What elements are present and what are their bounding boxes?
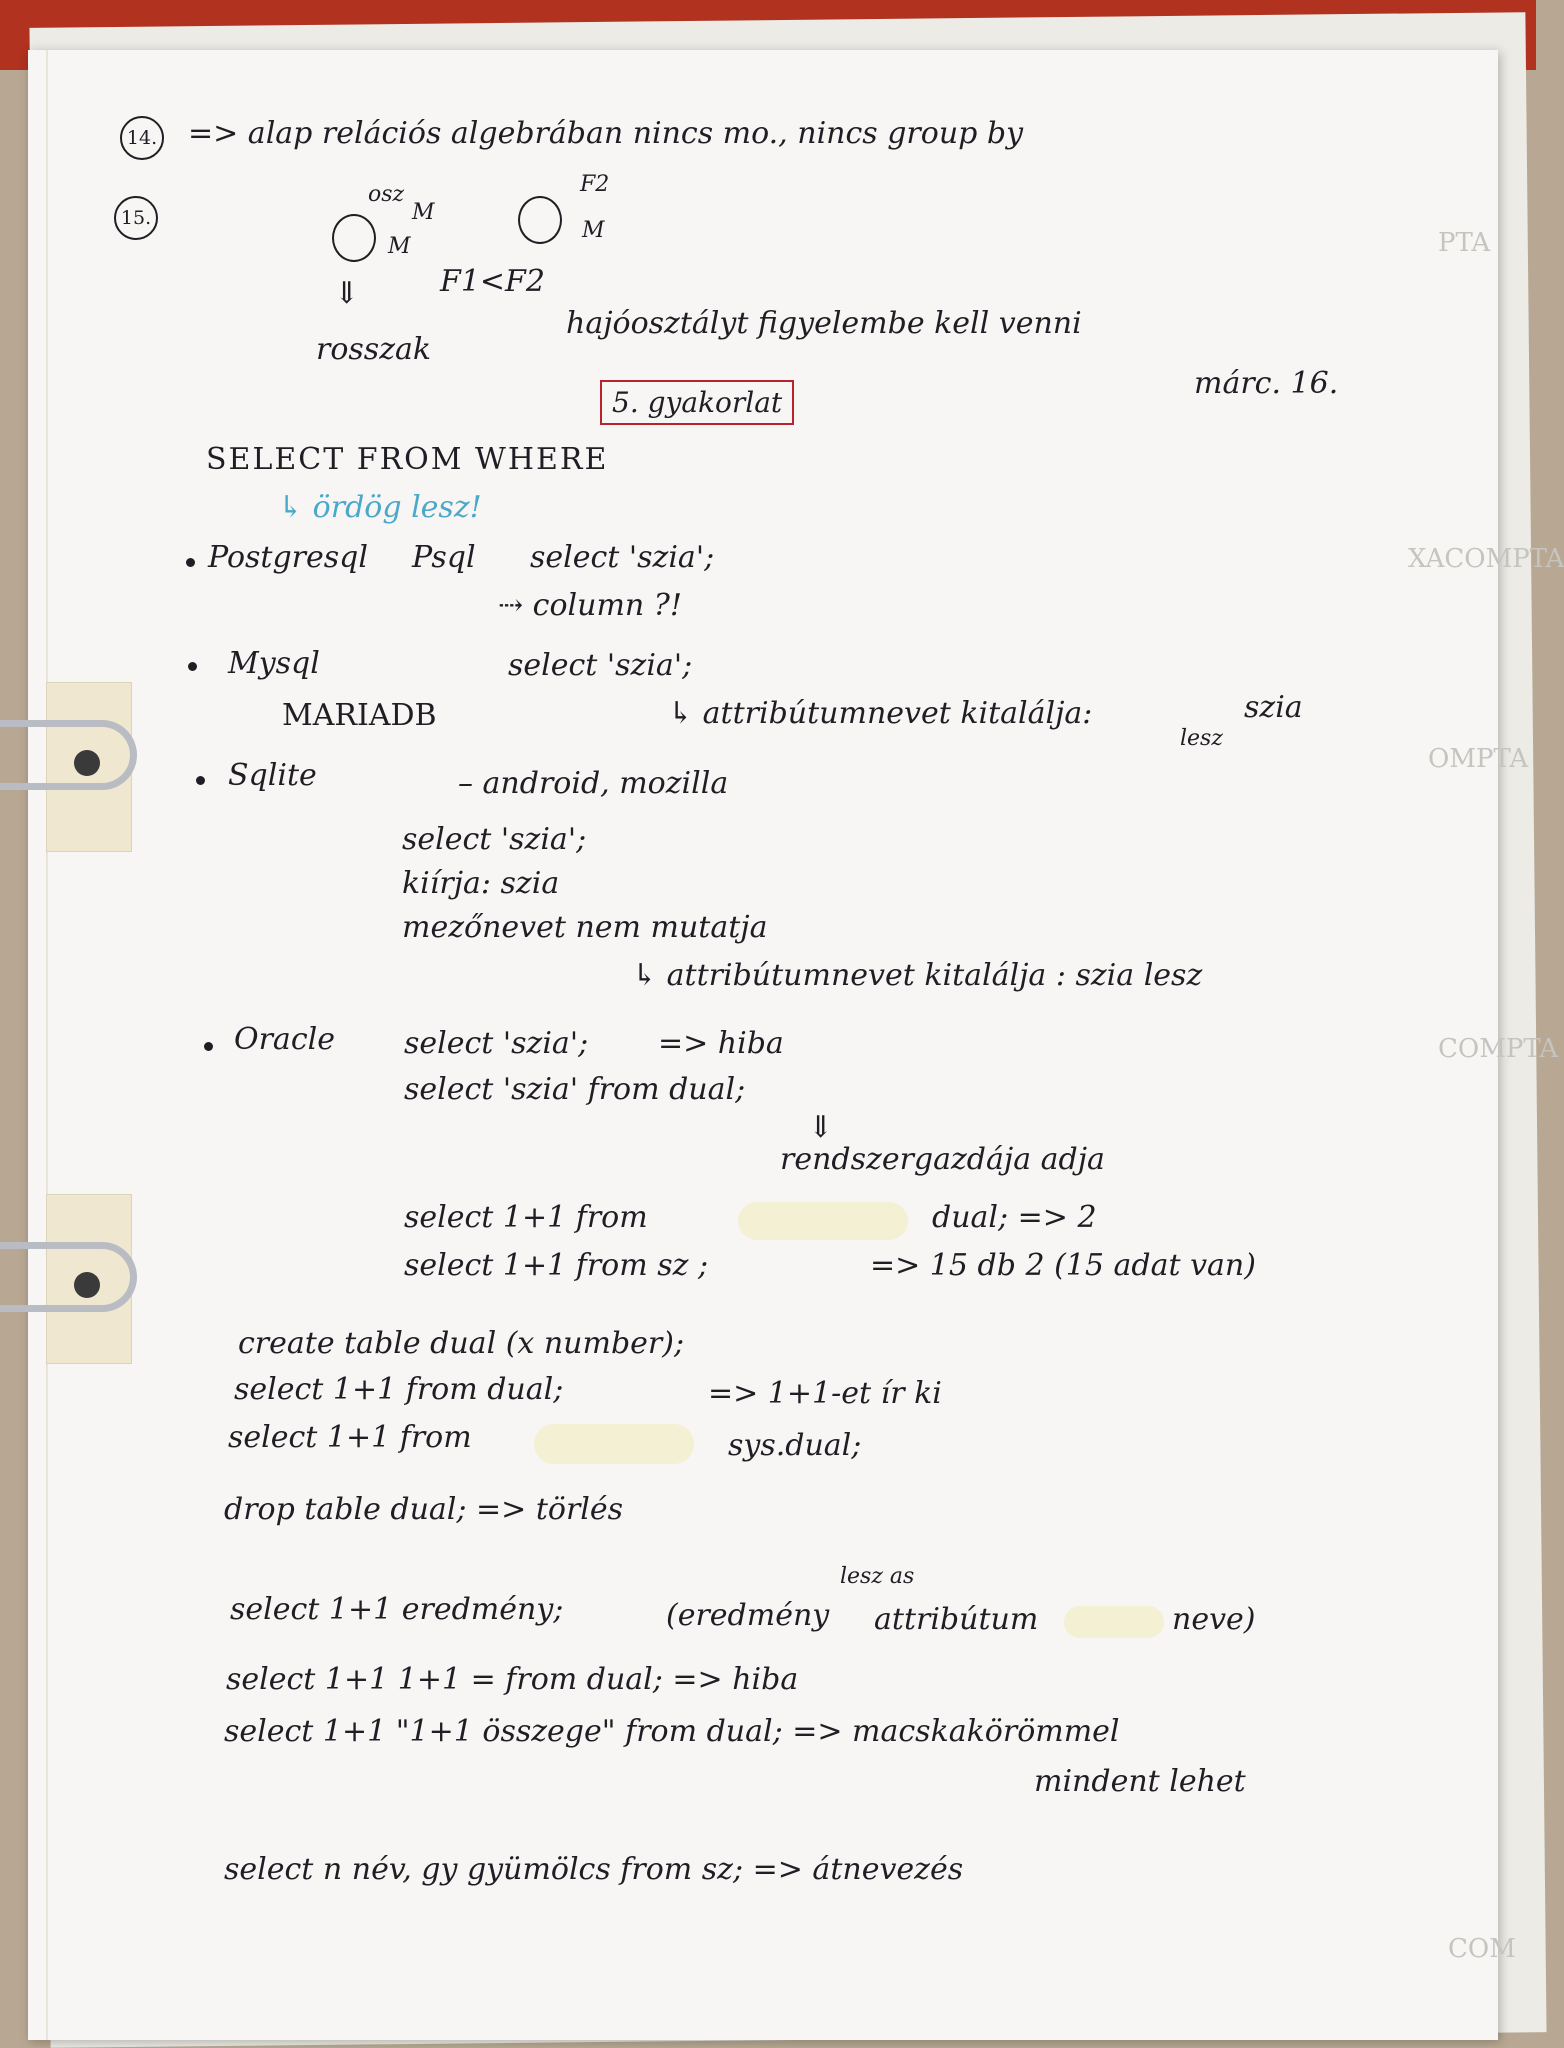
bullet-postgres (186, 558, 195, 567)
ghost-text-1: PTA (1438, 228, 1491, 258)
ghost-text-5: COM (1448, 1934, 1516, 1964)
hint-15: hajóosztályt figyelembe kell venni (566, 306, 1082, 341)
oracle-arrow: ⇓ (808, 1110, 834, 1145)
oracle-query2: select 'szia' from dual; (404, 1072, 746, 1107)
sqlite-name: Sqlite (228, 758, 317, 793)
label-f1-m-bottom: M (388, 234, 411, 259)
oracle-query3: select 1+1 from (404, 1200, 648, 1235)
mysql-note-value: szia (1244, 690, 1303, 725)
mysql-name: Mysql (228, 646, 320, 681)
label-f2: F2 (580, 172, 610, 197)
eredmeny-line2: select 1+1 1+1 = from dual; => hiba (226, 1662, 799, 1697)
set-circle-f2 (518, 196, 562, 244)
eredmeny-line4: select n név, gy gyümölcs from sz; => átnevezés (224, 1852, 964, 1887)
label-osz: osz (368, 182, 405, 207)
mysql-query: select 'szia'; (508, 648, 693, 683)
mysql-note-value2: lesz (1180, 726, 1223, 751)
oracle-sysadmin: rendszergazdája adja (780, 1142, 1105, 1177)
postgres-name: Postgresql (208, 540, 368, 575)
eredmeny-line1-note-tail: neve) (1172, 1602, 1256, 1637)
dual-line3: select 1+1 from (228, 1420, 472, 1455)
set-circle-f1 (332, 214, 376, 262)
dual-line3-end: sys.dual; (728, 1428, 862, 1463)
item-number-14: 14. (120, 116, 164, 160)
ghost-text-2: XACOMPTA (1408, 544, 1564, 574)
correction-fluid-3 (1064, 1606, 1164, 1638)
oracle-result1: => hiba (658, 1026, 784, 1061)
select-from-where: SELECT FROM WHERE (206, 442, 609, 477)
dual-line4: drop table dual; => törlés (224, 1492, 624, 1527)
date: márc. 16. (1194, 366, 1339, 401)
ghost-text-4: COMPTA (1438, 1034, 1559, 1064)
mysql-note: ↳ attribútumnevet kitalálja: (668, 696, 1093, 731)
item-number-15: 15. (114, 196, 158, 240)
label-f1-m-top: M (412, 200, 435, 225)
dual-line1: create table dual (x number); (238, 1326, 685, 1361)
correction-fluid-2 (534, 1424, 694, 1464)
bullet-oracle (204, 1042, 213, 1051)
ghost-text-3: OMPTA (1428, 744, 1529, 774)
bullet-sqlite (196, 776, 205, 785)
binder-ring-bottom (0, 1242, 137, 1312)
label-f2-m: M (582, 218, 605, 243)
eredmeny-line1-note-end: attribútum (874, 1602, 1039, 1637)
note-14-text: => alap relációs algebrában nincs mo., nincs group by (188, 116, 1024, 151)
select-from-where-note: ↳ ördög lesz! (278, 490, 482, 525)
correction-fluid-1 (738, 1202, 908, 1240)
eredmeny-line1: select 1+1 eredmény; (230, 1592, 564, 1627)
eredmeny-above: lesz as (840, 1564, 915, 1589)
dual-line2-result: => 1+1-et ír ki (708, 1376, 942, 1411)
eredmeny-line3: select 1+1 "1+1 összege" from dual; => macskakörömmel (224, 1714, 1120, 1749)
sqlite-note: – android, mozilla (458, 766, 729, 801)
comparison-f1-f2: F1<F2 (440, 264, 545, 299)
margin-line (46, 50, 48, 2040)
oracle-name: Oracle (234, 1022, 335, 1057)
binder-ring-top (0, 720, 137, 790)
notebook-page (28, 50, 1564, 2040)
sqlite-attr-note: ↳ attribútumnevet kitalálja : szia lesz (632, 958, 1203, 993)
oracle-query4: select 1+1 from sz ; (404, 1248, 709, 1283)
section-title-box: 5. gyakorlat (600, 380, 794, 425)
label-rosszak: rosszak (316, 332, 432, 367)
dual-line2: select 1+1 from dual; (234, 1372, 564, 1407)
oracle-result4: => 15 db 2 (15 adat van) (870, 1248, 1256, 1283)
oracle-query1: select 'szia'; (404, 1026, 589, 1061)
bullet-mysql (188, 662, 197, 671)
mysql-alt: MARIADB (282, 698, 437, 733)
postgres-query: select 'szia'; (530, 540, 715, 575)
postgres-note: ⇢ column ?! (498, 588, 682, 623)
arrow-down-15: ⇓ (334, 276, 360, 311)
sqlite-fieldname: mezőnevet nem mutatja (402, 910, 768, 945)
oracle-query3-end: dual; => 2 (932, 1200, 1097, 1235)
postgres-tool: Psql (412, 540, 476, 575)
eredmeny-line1-note: (eredmény (666, 1598, 830, 1633)
sqlite-output: kiírja: szia (402, 866, 560, 901)
sqlite-query: select 'szia'; (402, 822, 587, 857)
eredmeny-line3-cont: mindent lehet (1034, 1764, 1246, 1799)
